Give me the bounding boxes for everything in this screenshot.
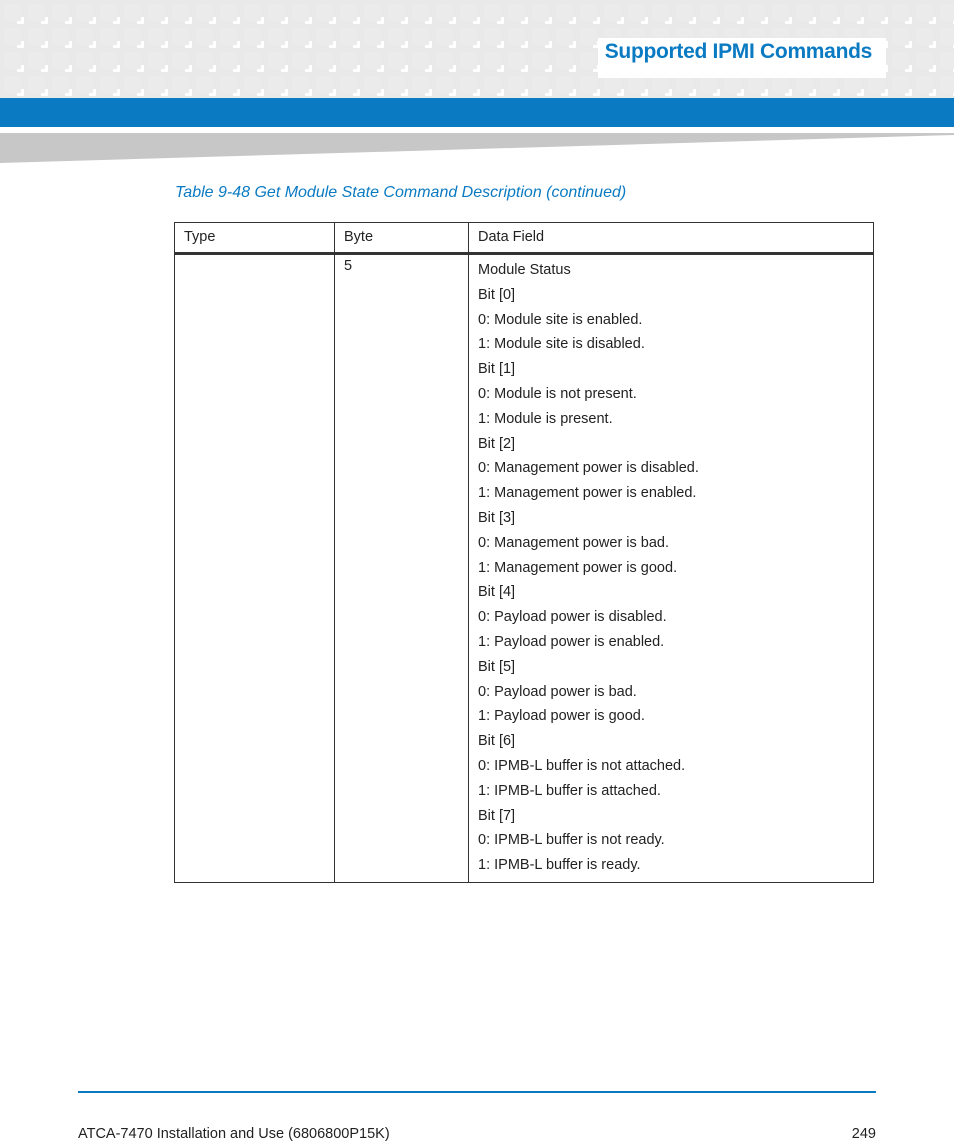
grid-cell: [148, 28, 165, 45]
grid-cell: [100, 4, 117, 21]
grid-cell: [4, 28, 21, 45]
grid-cell: [388, 76, 405, 93]
grid-cell: [148, 52, 165, 69]
grid-cell: [196, 52, 213, 69]
data-field-line: 0: Module is not present.: [478, 385, 637, 402]
data-field-line: 0: IPMB-L buffer is not attached.: [478, 757, 686, 774]
grid-cell: [532, 4, 549, 21]
grid-cell: [412, 28, 429, 45]
grid-cell: [220, 76, 237, 93]
grid-cell: [364, 28, 381, 45]
grid-cell: [172, 52, 189, 69]
grid-cell: [52, 4, 69, 21]
grid-cell: [532, 76, 549, 93]
header-blue-band: [0, 98, 954, 127]
grid-cell: [508, 4, 525, 21]
grid-cell: [652, 76, 669, 93]
grid-cell: [76, 4, 93, 21]
grid-cell: [460, 76, 477, 93]
grid-cell: [76, 76, 93, 93]
data-field-line: 0: Management power is disabled.: [478, 460, 699, 477]
grid-cell: [604, 76, 621, 93]
grid-cell: [436, 52, 453, 69]
grid-cell: [364, 76, 381, 93]
grid-cell: [556, 4, 573, 21]
data-field-line: 0: Module site is enabled.: [478, 311, 643, 328]
column-header-type: Type: [175, 223, 335, 254]
grid-cell: [292, 76, 309, 93]
grid-cell: [820, 76, 837, 93]
grid-cell: [484, 52, 501, 69]
grid-cell: [316, 28, 333, 45]
grid-cell: [820, 4, 837, 21]
grid-cell: [532, 28, 549, 45]
grid-cell: [484, 76, 501, 93]
grid-cell: [580, 52, 597, 69]
header-pattern: [0, 0, 954, 98]
grid-cell: [796, 76, 813, 93]
header-grey-wedge: [0, 127, 954, 163]
data-field-line: 1: IPMB-L buffer is attached.: [478, 782, 661, 799]
grid-cell: [316, 4, 333, 21]
grid-cell: [940, 28, 954, 45]
grid-cell: [916, 28, 933, 45]
data-field-line: Bit [3]: [478, 509, 516, 526]
grid-cell: [124, 52, 141, 69]
grid-cell: [412, 52, 429, 69]
grid-cell: [772, 4, 789, 21]
grid-cell: [892, 52, 909, 69]
grid-cell: [196, 4, 213, 21]
grid-cell: [436, 76, 453, 93]
grid-cell: [4, 4, 21, 21]
grid-cell: [220, 52, 237, 69]
grid-cell: [124, 76, 141, 93]
grid-cell: [316, 76, 333, 93]
column-header-data-field: Data Field: [469, 223, 874, 254]
grid-cell: [916, 76, 933, 93]
grid-cell: [724, 76, 741, 93]
grid-cell: [172, 4, 189, 21]
grid-cell: [4, 76, 21, 93]
grid-cell: [556, 28, 573, 45]
data-field-line: Bit [7]: [478, 807, 516, 824]
data-field-line: Bit [6]: [478, 733, 516, 750]
grid-cell: [364, 52, 381, 69]
grid-cell: [148, 76, 165, 93]
grid-cell: [868, 4, 885, 21]
grid-cell: [316, 52, 333, 69]
grid-cell: [628, 4, 645, 21]
grid-cell: [388, 28, 405, 45]
data-field-line: 0: Payload power is bad.: [478, 683, 637, 700]
grid-cell: [412, 4, 429, 21]
grid-cell: [892, 4, 909, 21]
grid-cell: [892, 76, 909, 93]
command-table: [174, 222, 874, 883]
grid-cell: [460, 28, 477, 45]
data-field-line: Bit [2]: [478, 435, 516, 452]
column-header-byte: Byte: [335, 223, 469, 254]
grid-cell: [28, 4, 45, 21]
grid-cell: [844, 76, 861, 93]
data-field-line: Module Status: [478, 262, 571, 278]
grid-cell: [220, 28, 237, 45]
grid-cell: [292, 4, 309, 21]
grid-cell: [340, 28, 357, 45]
cell-type: [175, 254, 335, 883]
grid-cell: [676, 76, 693, 93]
grid-cell: [532, 52, 549, 69]
grid-cell: [268, 28, 285, 45]
grid-cell: [244, 28, 261, 45]
data-field-line: Bit [1]: [478, 361, 516, 378]
grid-cell: [580, 28, 597, 45]
grid-cell: [52, 52, 69, 69]
grid-cell: [340, 76, 357, 93]
grid-cell: [628, 76, 645, 93]
grid-cell: [580, 4, 597, 21]
grid-cell: [268, 52, 285, 69]
footer-rule: [78, 1091, 876, 1093]
grid-cell: [508, 76, 525, 93]
grid-cell: [172, 28, 189, 45]
cell-byte: 5: [335, 254, 469, 883]
grid-cell: [724, 4, 741, 21]
data-field-line: 1: Management power is good.: [478, 559, 678, 576]
grid-cell: [940, 52, 954, 69]
data-field-line: 0: IPMB-L buffer is not ready.: [478, 832, 665, 849]
footer-document-title: ATCA-7470 Installation and Use (6806800P15K): [78, 1126, 390, 1142]
grid-cell: [484, 4, 501, 21]
grid-cell: [436, 28, 453, 45]
grid-cell: [700, 4, 717, 21]
grid-cell: [748, 4, 765, 21]
grid-cell: [340, 4, 357, 21]
grid-cell: [4, 52, 21, 69]
table-row: [175, 254, 874, 883]
grid-cell: [292, 28, 309, 45]
grid-cell: [196, 76, 213, 93]
grid-cell: [148, 4, 165, 21]
grid-cell: [556, 52, 573, 69]
grid-cell: [172, 76, 189, 93]
data-field-line: 0: Payload power is disabled.: [478, 609, 667, 626]
grid-cell: [652, 4, 669, 21]
grid-cell: [364, 4, 381, 21]
grid-cell: [28, 28, 45, 45]
page-number: 249: [851, 1126, 876, 1142]
grid-cell: [76, 28, 93, 45]
grid-cell: [700, 76, 717, 93]
grid-cell: [124, 28, 141, 45]
data-field-line: 1: Payload power is good.: [478, 708, 645, 725]
grid-cell: [580, 76, 597, 93]
grid-cell: [916, 4, 933, 21]
grid-cell: [76, 52, 93, 69]
grid-cell: [412, 76, 429, 93]
section-title: Supported IPMI Commands: [604, 40, 872, 63]
data-field-line: 0: Management power is bad.: [478, 534, 670, 551]
grid-cell: [508, 52, 525, 69]
grid-cell: [508, 28, 525, 45]
grid-cell: [916, 52, 933, 69]
data-field-line: Bit [4]: [478, 584, 516, 601]
grid-cell: [460, 4, 477, 21]
grid-cell: [220, 4, 237, 21]
grid-cell: [292, 52, 309, 69]
grid-cell: [868, 76, 885, 93]
grid-cell: [940, 76, 954, 93]
grid-cell: [388, 52, 405, 69]
grid-cell: [52, 28, 69, 45]
grid-cell: [100, 52, 117, 69]
grid-cell: [748, 76, 765, 93]
grid-cell: [556, 76, 573, 93]
grid-cell: [484, 28, 501, 45]
grid-cell: [244, 76, 261, 93]
data-field-line: 1: Management power is enabled.: [478, 485, 697, 502]
data-field-line: 1: Module site is disabled.: [478, 336, 645, 353]
data-field-line: 1: Payload power is enabled.: [478, 633, 665, 650]
grid-cell: [244, 4, 261, 21]
table-caption: Table 9-48 Get Module State Command Description (continued): [175, 184, 627, 201]
grid-cell: [892, 28, 909, 45]
grid-cell: [340, 52, 357, 69]
data-field-line: Bit [0]: [478, 286, 516, 303]
grid-cell: [100, 28, 117, 45]
cell-data-field: [469, 254, 874, 883]
grid-cell: [268, 76, 285, 93]
grid-cell: [676, 4, 693, 21]
grid-cell: [436, 4, 453, 21]
data-field-line: Bit [5]: [478, 658, 516, 675]
grid-cell: [388, 4, 405, 21]
grid-cell: [796, 4, 813, 21]
grid-cell: [28, 76, 45, 93]
table-header-row: [175, 223, 874, 254]
grid-cell: [772, 76, 789, 93]
grid-cell: [940, 4, 954, 21]
grid-cell: [100, 76, 117, 93]
data-field-line: 1: Module is present.: [478, 410, 613, 427]
grid-cell: [268, 4, 285, 21]
grid-cell: [28, 52, 45, 69]
grid-cell: [196, 28, 213, 45]
data-field-line: 1: IPMB-L buffer is ready.: [478, 857, 641, 874]
grid-cell: [844, 4, 861, 21]
grid-cell: [244, 52, 261, 69]
grid-cell: [460, 52, 477, 69]
grid-cell: [124, 4, 141, 21]
grid-cell: [52, 76, 69, 93]
grid-cell: [604, 4, 621, 21]
